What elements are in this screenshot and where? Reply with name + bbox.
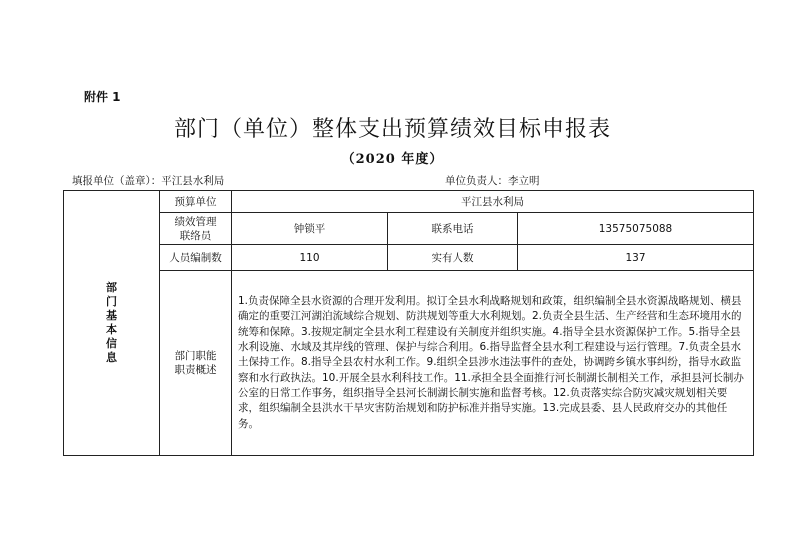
phone-value: 13575075088: [518, 213, 754, 245]
phone-label: 联系电话: [388, 213, 518, 245]
attachment-label: 附件 1: [84, 90, 121, 104]
table-row: [64, 191, 754, 213]
section-label: 部 门 基 本 信 息: [64, 191, 160, 456]
year-label: （2020 年度）: [341, 152, 444, 167]
duties-label: 部门职能 职责概述: [160, 271, 232, 456]
budget-form-table: [63, 190, 754, 456]
duties-text: 1.负责保障全县水资源的合理开发利用。拟订全县水利战略规划和政策，组织编制全县水资源战略规划、横县确定的重要江河湖泊流域综合规划、防洪规划等重大水利规划。2.负责全县生活、生产经营和生态环境用水的统筹和保障。3.按规定制定全县水利工程建设有关制度并组织实施。4.指导全县水资源保护工作。5.指导全县水利设施、水域及其岸线的管理、保护与综合利用。6.指导监督全县水利工程建设与运行管理。7.负责全县水土保持工作。8.指导全县农村水利工作。9.组织全县涉水违法事件的查处，协调跨乡镇水事纠纷，指导水政监察和水行政执法。10.开展全县水利科技工作。11.承担全县全面推行河长制湖长制相关工作，承担县河长制办公室的日常工作事务，组织指导全县河长制湖长制实施和监督考核。12.负责落实综合防灾减灾规划相关要求，组织编制全县洪水干旱灾害防治规划和防护标准并指导实施。13.完成县委、县人民政府交办的其他任务。: [232, 271, 754, 456]
table-row: [64, 271, 754, 456]
budget-unit-value: 平江县水利局: [232, 191, 754, 213]
actual-staff-label: 实有人数: [388, 245, 518, 271]
contact-name: 钟锁平: [232, 213, 388, 245]
budget-unit-label: 预算单位: [160, 191, 232, 213]
table-row: [64, 213, 754, 245]
staff-quota-label: 人员编制数: [160, 245, 232, 271]
unit-head-label: 单位负责人：李立明: [445, 175, 540, 187]
actual-staff-value: 137: [518, 245, 754, 271]
contact-label: 绩效管理 联络员: [160, 213, 232, 245]
staff-quota-value: 110: [232, 245, 388, 271]
page-title: 部门（单位）整体支出预算绩效目标申报表: [173, 117, 611, 142]
fill-unit-label: 填报单位（盖章）：平江县水利局: [72, 175, 225, 187]
table-row: [64, 245, 754, 271]
